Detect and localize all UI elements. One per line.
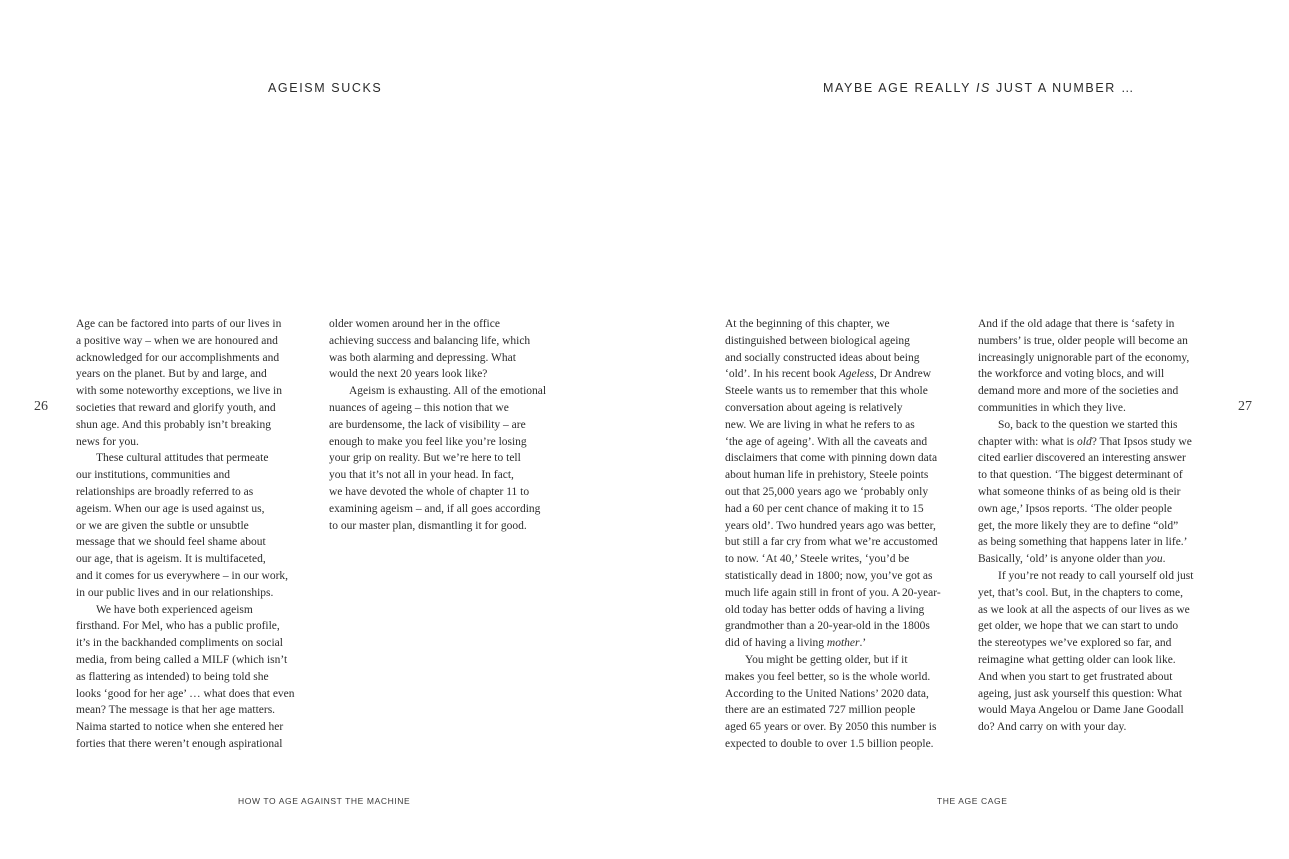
text-line: relationships are broadly referred to as [76,485,254,498]
text-line: According to the United Nations’ 2020 data, [725,687,929,700]
text-line: communities in which they live. [978,401,1126,414]
text-line: get, the more likely they are to define “old” [978,519,1179,532]
text-line: years on the planet. But by and large, and [76,368,267,381]
text-line: we have devoted the whole of chapter 11 to [329,485,530,498]
text-line: much life again still in front of you. A 20-year- [725,586,941,599]
text-line: are burdensome, the lack of visibility – are [329,418,526,431]
text-line: chapter with: what is old? That Ipsos study we [978,435,1192,448]
text-line: distinguished between biological ageing [725,334,910,347]
italic-word: you [1145,553,1163,566]
running-head-part: JUST A NUMBER … [990,81,1136,95]
page-number: 27 [1238,399,1252,414]
italic-word: Ageless [838,368,874,381]
text-line: to our master plan, dismantling it for good. [329,519,527,532]
text-line: with some noteworthy exceptions, we live in [76,385,283,398]
page-number: 26 [34,399,48,414]
italic-word: mother [826,637,860,650]
text-line: And when you start to get frustrated about [978,670,1173,683]
text-line: Ageism is exhausting. All of the emotional [349,385,547,398]
text-line: mean? The message is that her age matters. [76,704,276,717]
text-line: At the beginning of this chapter, we [725,318,890,330]
text-line: it’s in the backhanded compliments on social [76,637,283,650]
text-line: reimagine what getting older can look like. [978,653,1176,666]
text-line: the workforce and voting blocs, and will [978,368,1165,381]
text-line: numbers’ is true, older people will become an [978,334,1188,347]
text-line: older women around her in the office [329,318,500,330]
italic-word: old [1077,435,1092,448]
text-line: you that it’s not all in your head. In fact, [329,469,514,482]
text-line: examining ageism – and, if all goes according [329,502,541,515]
text-line: our institutions, communities and [76,469,230,482]
text-line: demand more and more of the societies and [978,385,1179,398]
text-line: what someone thinks of as being old is their [978,485,1181,498]
text-line: Basically, ‘old’ is anyone older than you. [978,553,1166,566]
text-line: yet, that’s cool. But, in the chapters to come, [978,586,1184,599]
right-page [645,0,1289,859]
text-line: aged 65 years or over. By 2050 this number is [725,721,937,734]
text-line: had a 60 per cent chance of making it to 15 [725,502,924,515]
text-line: enough to make you feel like you’re losing [329,435,527,448]
text-line: conversation about ageing is relatively [725,401,903,414]
text-line: Age can be factored into parts of our lives in [76,318,282,330]
text-line: message that we should feel shame about [76,536,266,549]
text-line: as being something that happens later in life.’ [978,536,1188,549]
text-column-2 [329,316,546,534]
text-line: Naima started to notice when she entered her [76,721,284,734]
running-head: AGEISM SUCKS [268,81,383,95]
page-footer: THE AGE CAGE [937,796,1008,806]
text-line: These cultural attitudes that permeate [96,452,269,465]
text-line: about human life in prehistory, Steele points [725,469,929,482]
text-line: societies that reward and glorify youth, and [76,401,276,414]
text-line: and socially constructed ideas about being [725,351,920,364]
text-line: own age,’ Ipsos reports. ‘The older people [978,502,1172,515]
text-line: new. We are living in what he refers to as [725,418,915,431]
text-line: And if the old adage that there is ‘safety in [978,318,1175,330]
text-line: So, back to the question we started this [998,418,1178,431]
text-line: to now. ‘At 40,’ Steele writes, ‘you’d be [725,553,910,566]
text-line: media, from being called a MILF (which isn’t [76,653,288,666]
text-line: increasingly unignorable part of the economy, [978,351,1190,364]
text-line: statistically dead in 1800; now, you’ve got as [725,569,933,582]
text-line: as we look at all the aspects of our lives as we [978,603,1190,616]
text-line: makes you feel better, so is the whole world. [725,670,931,683]
text-line: was both alarming and depressing. What [329,351,516,364]
text-line: You might be getting older, but if it [745,653,908,666]
text-line: but still a far cry from what we’re accustomed [725,536,938,549]
text-column-1 [725,316,941,753]
text-line: ageing, just ask yourself this question: What [978,687,1182,700]
text-line: looks ‘good for her age’ … what does that even [76,687,295,700]
text-line: news for you. [76,435,139,448]
text-line: ‘old’. In his recent book Ageless, Dr Andrew [725,368,932,381]
text-line: achieving success and balancing life, which [329,334,531,347]
text-line: a positive way – when we are honoured and [76,334,278,347]
text-line: forties that there weren’t enough aspirational [76,737,283,750]
text-line: If you’re not ready to call yourself old just [998,569,1194,582]
text-line: grandmother than a 20-year-old in the 1800s [725,620,930,633]
text-line: acknowledged for our accomplishments and [76,351,280,364]
page-footer: HOW TO AGE AGAINST THE MACHINE [238,796,411,806]
left-page [0,0,644,859]
text-line: disclaimers that come with pinning down data [725,452,938,465]
text-line: would Maya Angelou or Dame Jane Goodall [978,704,1184,717]
text-line: ‘the age of ageing’. With all the caveats and [725,435,928,448]
text-line: Steele wants us to remember that this whole [725,385,928,398]
text-line: the stereotypes we’ve explored so far, and [978,637,1172,650]
running-head-part: MAYBE AGE REALLY [823,81,976,95]
text-line: years old’. Two hundred years ago was better, [725,519,936,532]
text-line: to that question. ‘The biggest determinant of [978,469,1183,482]
text-line: expected to double to over 1.5 billion people. [725,737,934,750]
text-line: and it comes for us everywhere – in our work, [76,569,289,582]
text-column-1 [76,316,295,753]
text-line: out that 25,000 years ago we ‘probably only [725,485,929,498]
running-head-emphasis: IS [975,81,991,95]
text-line: shun age. And this probably isn’t breaking [76,418,271,431]
text-line: your grip on reality. But we’re here to tell [329,452,521,465]
text-line: nuances of ageing – this notion that we [329,401,509,414]
text-line: get older, we hope that we can start to undo [978,620,1179,633]
text-line: We have both experienced ageism [96,603,253,616]
text-line: did of having a living mother.’ [725,637,867,650]
text-line: or we are given the subtle or unsubtle [76,519,249,532]
text-line: ageism. When our age is used against us, [76,502,265,515]
text-line: our age, that is ageism. It is multifaceted, [76,553,266,566]
text-line: in our public lives and in our relationships. [76,586,274,599]
text-line: firsthand. For Mel, who has a public profile, [76,620,280,633]
text-line: would the next 20 years look like? [329,368,488,381]
text-column-2 [978,316,1193,736]
text-line: there are an estimated 727 million people [725,704,916,717]
text-line: as flattering as intended) to being told she [76,670,269,683]
text-line: do? And carry on with your day. [978,721,1127,734]
running-head [823,81,1135,95]
text-line: old today has better odds of having a living [725,603,925,616]
text-line: cited earlier discovered an interesting answer [978,452,1186,465]
